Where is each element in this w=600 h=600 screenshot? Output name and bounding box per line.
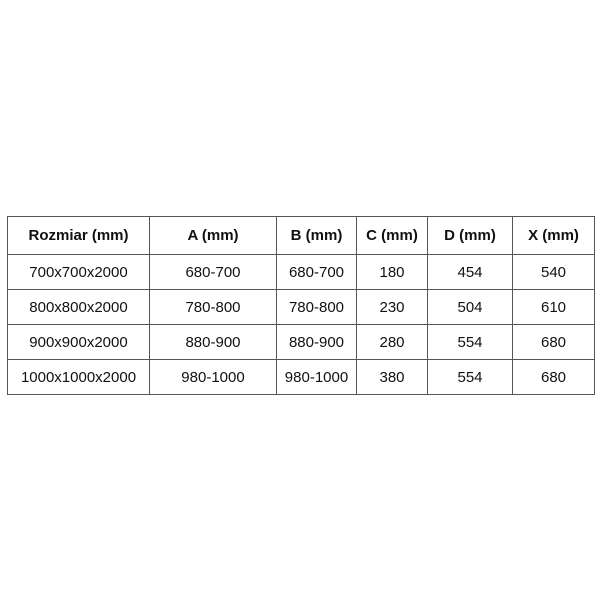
- cell-x: 680: [513, 325, 595, 360]
- cell-a: 780-800: [150, 290, 277, 325]
- cell-x: 610: [513, 290, 595, 325]
- cell-c: 280: [357, 325, 428, 360]
- header-a: A (mm): [150, 217, 277, 255]
- header-c: C (mm): [357, 217, 428, 255]
- cell-c: 380: [357, 360, 428, 395]
- cell-b: 980-1000: [277, 360, 357, 395]
- table-row: [8, 290, 595, 325]
- cell-b: 680-700: [277, 255, 357, 290]
- header-d: D (mm): [428, 217, 513, 255]
- table-row: [8, 325, 595, 360]
- cell-rozmiar: 1000x1000x2000: [8, 360, 150, 395]
- cell-rozmiar: 700x700x2000: [8, 255, 150, 290]
- table-header-row: [8, 217, 595, 255]
- dimensions-table-container: [7, 216, 594, 395]
- cell-x: 540: [513, 255, 595, 290]
- cell-a: 880-900: [150, 325, 277, 360]
- header-x: X (mm): [513, 217, 595, 255]
- cell-a: 980-1000: [150, 360, 277, 395]
- cell-b: 780-800: [277, 290, 357, 325]
- dimensions-table: [7, 216, 595, 395]
- header-rozmiar: Rozmiar (mm): [8, 217, 150, 255]
- header-b: B (mm): [277, 217, 357, 255]
- cell-c: 230: [357, 290, 428, 325]
- cell-d: 554: [428, 325, 513, 360]
- cell-c: 180: [357, 255, 428, 290]
- cell-rozmiar: 800x800x2000: [8, 290, 150, 325]
- cell-a: 680-700: [150, 255, 277, 290]
- cell-d: 554: [428, 360, 513, 395]
- cell-rozmiar: 900x900x2000: [8, 325, 150, 360]
- table-row: [8, 255, 595, 290]
- cell-x: 680: [513, 360, 595, 395]
- cell-b: 880-900: [277, 325, 357, 360]
- cell-d: 504: [428, 290, 513, 325]
- table-row: [8, 360, 595, 395]
- cell-d: 454: [428, 255, 513, 290]
